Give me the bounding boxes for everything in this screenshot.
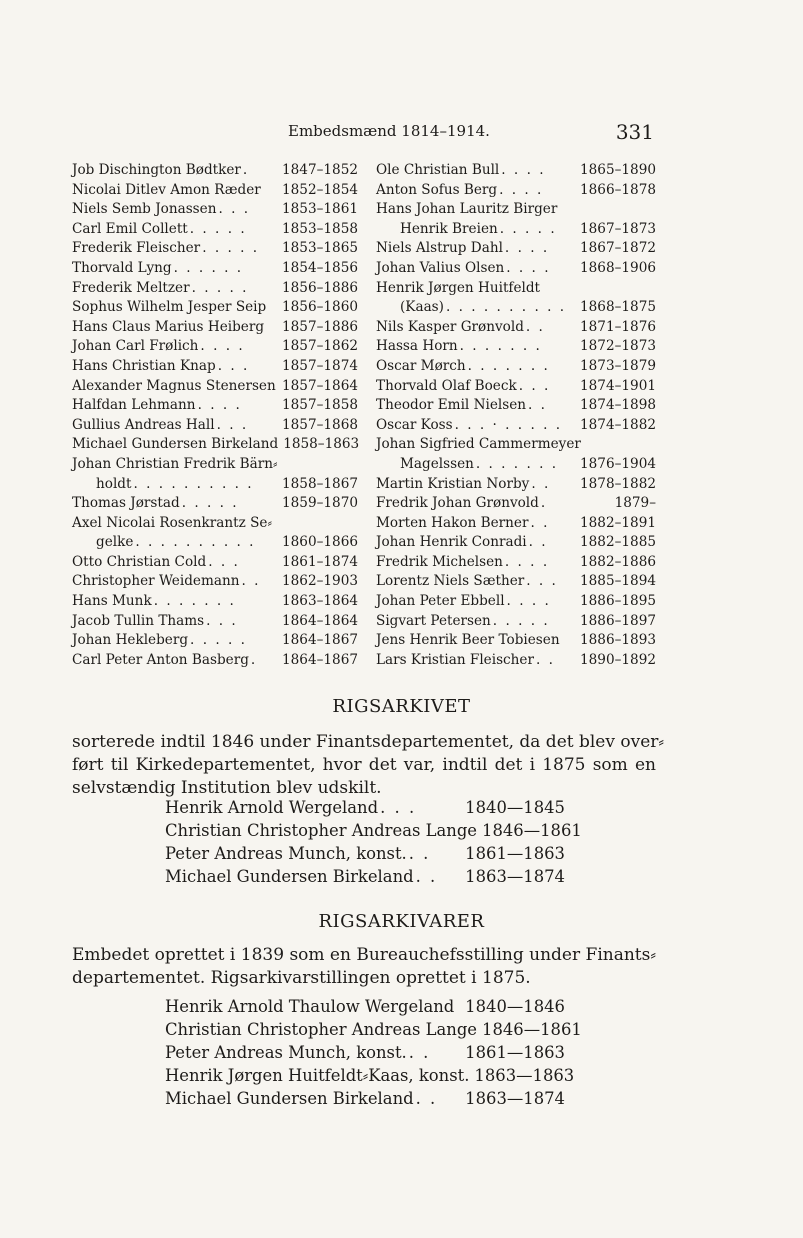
entry-dots: . . .: [206, 612, 238, 629]
entry-years: 1857–1858: [282, 397, 358, 414]
entry-row: [165, 1018, 582, 1041]
entry-dots: . . .: [217, 357, 250, 374]
entry-name: Lorentz Niels Sæther: [376, 573, 525, 590]
entry-dots: [540, 279, 653, 299]
entry-name: holdt: [96, 475, 132, 492]
entry-name: Thomas Jørstad: [72, 495, 180, 512]
entry-years: 1859–1870: [282, 495, 358, 512]
entry-name: Christian Christopher Andreas Lange: [165, 1020, 478, 1039]
entry-row: [376, 259, 656, 279]
entry-years: 1858–1867: [282, 475, 358, 492]
entry-years: 1878–1882: [580, 475, 656, 492]
entry-years: 1874–1898: [580, 397, 656, 414]
entry-dots: . . . .: [501, 162, 546, 178]
entry-row: [72, 298, 358, 318]
entry-name: Henrik Arnold Thaulow Wergeland: [165, 997, 455, 1016]
entry-dots: . . . · . . . . .: [454, 416, 563, 433]
entry-row: [72, 377, 358, 397]
entry-years: 1876–1904: [580, 455, 656, 472]
right-column: [376, 161, 656, 670]
text-line: selvstændig Institution blev udskilt.: [72, 778, 382, 798]
entry-dots: . . .: [526, 573, 558, 590]
entry-dots: . . . . .: [191, 279, 249, 296]
entry-name: Johan Christian Fredrik Bärn⸗: [72, 455, 278, 472]
entry-name: Henrik Breien: [400, 220, 498, 237]
entry-name: Jens Henrik Beer Tobiesen: [376, 632, 560, 649]
entry-dots: . . . . .: [189, 220, 247, 237]
entry-years: 1853–1858: [282, 220, 358, 237]
entry-name: Carl Peter Anton Basberg: [72, 651, 249, 668]
entry-row: [376, 475, 656, 495]
entry-dots: .: [540, 495, 548, 512]
entry-row: [72, 553, 358, 573]
entry-row: [72, 396, 358, 416]
entry-name: Axel Nicolai Rosenkrantz Se⸗: [72, 514, 272, 531]
entry-dots: . .: [415, 1089, 438, 1108]
entry-years: 1857–1864: [282, 377, 358, 394]
entry-dots: [454, 995, 462, 1018]
entry-name: gelke: [96, 534, 134, 551]
entry-name: Johan Sigfried Cammermeyer: [376, 436, 581, 453]
entry-row: [376, 396, 656, 416]
text-line: departementet. Rigsarkivarstillingen oprettet i 1875.: [72, 968, 531, 988]
entry-row: [165, 842, 565, 865]
entry-years: [653, 435, 656, 455]
entry-dots: .: [250, 651, 258, 668]
entry-years: 1871–1876: [580, 318, 656, 335]
entry-name: Michael Gundersen Birkeland: [72, 436, 279, 453]
entry-row: [376, 161, 656, 181]
entry-years: 1857–1874: [282, 357, 358, 374]
entry-years: 1847–1852: [282, 162, 358, 178]
entry-dots: . .: [530, 514, 550, 531]
entry-row: [72, 416, 358, 436]
entry-row: [72, 455, 358, 475]
entry-name: Nils Kasper Grønvold: [376, 318, 524, 335]
entry-name: Morten Hakon Berner: [376, 514, 529, 531]
entry-years: 1872–1873: [580, 338, 656, 355]
entry-dots: . . . . .: [190, 632, 247, 649]
entry-name: Hans Claus Marius Heiberg: [72, 318, 265, 335]
entry-row: [72, 337, 358, 357]
entry-dots: . . . .: [506, 259, 551, 276]
entry-name: Theodor Emil Nielsen: [376, 397, 526, 414]
entry-dots: [560, 631, 577, 651]
entry-name: Thorvald Lyng: [72, 259, 172, 276]
entry-row: [376, 533, 656, 553]
entry-row: [165, 865, 565, 888]
entry-row: [165, 819, 582, 842]
entry-name: Job Dischington Bødtker: [72, 162, 241, 178]
entry-dots: . . . . . .: [173, 259, 244, 276]
entry-row: [72, 220, 358, 240]
entry-row: [376, 514, 656, 534]
entry-dots: . . . . .: [181, 495, 239, 512]
entry-dots: . . . .: [504, 553, 550, 570]
entry-years: 1858–1863: [283, 436, 360, 453]
entry-row: [376, 455, 656, 475]
entry-dots: . . . . . . .: [459, 338, 542, 355]
entry-years: 1857–1886: [282, 318, 358, 335]
entry-row: [376, 592, 656, 612]
entry-name: Hans Christian Knap: [72, 357, 216, 374]
entry-years: 1863—1863: [474, 1066, 575, 1085]
entry-row: [376, 435, 656, 455]
entry-years: 1867–1873: [580, 220, 656, 237]
entry-name: Jacob Tullin Thams: [72, 612, 205, 629]
entry-years: 1867–1872: [580, 240, 656, 257]
entry-name: Peter Andreas Munch, konst.: [165, 844, 407, 863]
entry-name: Otto Christian Cold: [72, 553, 207, 570]
entry-name: Frederik Meltzer: [72, 279, 190, 296]
entry-row: [165, 796, 565, 819]
entry-row: [376, 181, 656, 201]
entry-name: Johan Peter Ebbell: [376, 593, 505, 610]
entry-row: [165, 1064, 575, 1087]
entry-name: Carl Emil Collett: [72, 220, 188, 237]
entry-years: 1863—1874: [465, 867, 565, 886]
entry-name: Oscar Koss: [376, 416, 453, 433]
entry-years: 1857–1868: [282, 416, 358, 433]
entry-dots: . .: [525, 318, 545, 335]
entry-name: Christopher Weidemann: [72, 573, 240, 590]
section-rigsarkivarer-text: [72, 944, 656, 990]
entry-dots: . .: [415, 867, 438, 886]
entry-row: [72, 651, 358, 671]
entry-dots: . . . . .: [492, 612, 550, 629]
entry-name: Hans Johan Lauritz Birger: [376, 201, 558, 218]
entry-name: Sigvart Petersen: [376, 612, 491, 629]
entry-years: 1890–1892: [580, 651, 656, 668]
entry-name: Henrik Jørgen Huitfeldt⸗Kaas, konst.: [165, 1066, 470, 1085]
entry-years: 1853–1865: [282, 240, 358, 257]
entry-name: Alexander Magnus Stenersen: [72, 377, 276, 394]
entry-name: Hans Munk: [72, 593, 152, 610]
entry-dots: [261, 181, 279, 201]
entry-row: [72, 435, 358, 455]
entry-row: [72, 200, 358, 220]
entry-dots: . .: [528, 534, 548, 551]
entry-row: [72, 592, 358, 612]
entry-name: Halfdan Lehmann: [72, 397, 196, 414]
entry-years: 1840—1846: [465, 997, 565, 1016]
entry-dots: . .: [531, 475, 551, 492]
entry-row: [72, 514, 358, 534]
entry-years: 1854–1856: [282, 259, 358, 276]
entry-dots: . . . . . . . . . .: [445, 299, 567, 316]
entry-dots: . .: [535, 651, 555, 668]
entry-name: Johan Valius Olsen: [376, 259, 505, 276]
entry-row: [72, 161, 358, 181]
entry-row: [376, 553, 656, 573]
entry-dots: . .: [408, 1043, 431, 1062]
entry-dots: . .: [241, 573, 261, 590]
entry-row: [72, 239, 358, 259]
text-line: ført til Kirkedepartementet, hvor det var, indtil det i 1875 som en: [72, 755, 656, 775]
entry-years: 1868–1906: [580, 259, 656, 276]
entry-years: 1852–1854: [282, 181, 358, 198]
entry-name: Ole Christian Bull: [376, 162, 500, 178]
entry-years: 1861—1863: [465, 844, 565, 863]
entry-years: 1856–1860: [282, 299, 358, 316]
entry-row: [376, 612, 656, 632]
entry-name: Johan Henrik Conradi: [376, 534, 527, 551]
section-rigsarkivet-text: [72, 731, 665, 800]
entry-dots: . . .: [380, 798, 417, 817]
entry-dots: [557, 200, 653, 220]
entry-years: 1846—1861: [482, 821, 582, 840]
entry-row: [376, 298, 656, 318]
entry-dots: . . . . . . .: [475, 455, 559, 472]
entry-dots: . . . .: [200, 338, 245, 355]
entry-dots: [266, 298, 279, 318]
entry-name: Fredrik Michelsen: [376, 553, 503, 570]
entry-row: [165, 995, 565, 1018]
entry-row: [72, 279, 358, 299]
entry-dots: . . . .: [197, 397, 242, 414]
entry-years: 1882–1885: [580, 534, 656, 551]
entry-dots: [272, 514, 355, 534]
entry-name: Nicolai Ditlev Amon Ræder: [72, 181, 261, 198]
entry-row: [72, 631, 358, 651]
entry-row: [72, 572, 358, 592]
entry-years: 1864–1867: [282, 651, 358, 668]
entry-years: 1886–1897: [580, 612, 656, 629]
entry-row: [376, 318, 656, 338]
entry-years: 1862–1903: [282, 573, 358, 590]
entry-dots: [264, 318, 279, 338]
entry-years: [355, 455, 358, 475]
entry-years: 1861–1874: [282, 553, 358, 570]
entry-name: Sophus Wilhelm Jesper Seip: [72, 299, 267, 316]
entry-dots: . . .: [218, 201, 251, 218]
entry-years: 1861—1863: [465, 1043, 565, 1062]
entry-dots: . . . .: [504, 240, 550, 257]
entry-row: [376, 337, 656, 357]
entry-name: Johan Carl Frølich: [72, 338, 199, 355]
running-title: Embedsmænd 1814–1914.: [288, 122, 490, 140]
section-title-rigsarkivarer: RIGSARKIVARER: [318, 911, 485, 932]
entry-years: 1874–1882: [580, 416, 656, 433]
entry-row: [376, 572, 656, 592]
entry-years: 1863—1874: [465, 1089, 565, 1108]
entry-row: [376, 279, 656, 299]
entry-years: 1853–1861: [282, 201, 358, 218]
entry-row: [376, 357, 656, 377]
entry-years: 1865–1890: [580, 162, 656, 178]
entry-dots: . . . . . . . . . .: [133, 475, 254, 492]
entry-years: [355, 514, 358, 534]
entry-name: Thorvald Olaf Boeck: [376, 377, 517, 394]
entry-dots: .: [242, 162, 250, 178]
entry-dots: . . .: [518, 377, 551, 394]
entry-name: Henrik Arnold Wergeland: [165, 798, 379, 817]
entry-row: [376, 651, 656, 671]
text-line: Embedet oprettet i 1839 som en Bureauchefsstilling under Finants⸗: [72, 945, 656, 965]
entry-dots: . . . . . . . . . .: [135, 534, 256, 551]
entry-row: [376, 220, 656, 240]
entry-dots: [278, 455, 356, 475]
entry-years: [653, 200, 656, 220]
entry-row: [72, 357, 358, 377]
entry-name: Lars Kristian Fleischer: [376, 651, 534, 668]
entry-row: [72, 475, 358, 495]
entry-row: [72, 318, 358, 338]
entry-row: [376, 631, 656, 651]
entry-name: Michael Gundersen Birkeland: [165, 867, 414, 886]
entry-dots: . . .: [208, 553, 240, 570]
entry-dots: . .: [528, 397, 547, 414]
section-rigsarkivet-list: [165, 796, 582, 888]
entry-dots: . . . .: [506, 593, 551, 610]
entry-name: Henrik Jørgen Huitfeldt: [376, 279, 541, 296]
entry-years: 1856–1886: [282, 279, 358, 296]
entry-years: 1882–1891: [580, 514, 656, 531]
entry-row: [72, 181, 358, 201]
entry-name: Magelssen: [400, 455, 474, 472]
entry-years: 1860–1866: [282, 534, 358, 551]
entry-row: [72, 612, 358, 632]
entry-years: 1868–1875: [580, 299, 656, 316]
entry-name: (Kaas): [400, 299, 444, 316]
entry-name: Gullius Andreas Hall: [72, 416, 215, 433]
section-title-rigsarkivet: RIGSARKIVET: [332, 696, 471, 717]
entry-years: [653, 279, 656, 299]
entry-years: 1886–1895: [580, 593, 656, 610]
entry-row: [376, 239, 656, 259]
entry-dots: . . . . .: [202, 240, 260, 257]
entry-years: 1885–1894: [580, 573, 656, 590]
entry-dots: . . . . . . .: [467, 357, 550, 374]
entry-name: Niels Alstrup Dahl: [376, 240, 503, 257]
entry-years: 1857–1862: [282, 338, 358, 355]
entry-years: 1863–1864: [282, 593, 358, 610]
entry-name: Frederik Fleischer: [72, 240, 201, 257]
entry-row: [376, 494, 656, 514]
entry-name: Fredrik Johan Grønvold: [376, 495, 539, 512]
entry-years: 1866–1878: [580, 181, 656, 198]
section-rigsarkivarer-list: [165, 995, 582, 1110]
entry-years: 1864–1864: [282, 612, 358, 629]
entry-row: [72, 533, 358, 553]
entry-row: [165, 1041, 565, 1064]
entry-years: 1879–: [614, 495, 656, 512]
entry-row: [165, 1087, 565, 1110]
entry-row: [376, 200, 656, 220]
entry-name: Johan Hekleberg: [72, 632, 189, 649]
entry-name: Michael Gundersen Birkeland: [165, 1089, 414, 1108]
entry-dots: . .: [408, 844, 431, 863]
entry-name: Oscar Mørch: [376, 357, 466, 374]
entry-dots: [581, 435, 653, 455]
entry-years: 1882–1886: [580, 553, 656, 570]
text-line: sorterede indtil 1846 under Finantsdepartementet, da det blev over⸗: [72, 732, 665, 752]
entry-name: Peter Andreas Munch, konst.: [165, 1043, 407, 1062]
entry-name: Hassa Horn: [376, 338, 458, 355]
page-number: 331: [615, 120, 654, 144]
entry-years: 1864–1867: [282, 632, 358, 649]
entry-years: 1840—1845: [465, 798, 565, 817]
entry-row: [376, 416, 656, 436]
left-column: [72, 161, 358, 670]
entry-dots: . . . . .: [499, 220, 557, 237]
entry-dots: . . . . . . .: [153, 593, 236, 610]
entry-name: Anton Sofus Berg: [376, 181, 498, 198]
entry-years: 1846—1861: [482, 1020, 582, 1039]
entry-years: 1886–1893: [580, 632, 656, 649]
entry-row: [72, 494, 358, 514]
entry-row: [72, 259, 358, 279]
entry-name: Niels Semb Jonassen: [72, 201, 217, 218]
entry-name: Martin Kristian Norby: [376, 475, 530, 492]
entry-dots: . . . .: [499, 181, 544, 198]
entry-dots: . . .: [216, 416, 249, 433]
entry-row: [376, 377, 656, 397]
entry-years: 1874–1901: [580, 377, 656, 394]
entry-name: Christian Christopher Andreas Lange: [165, 821, 478, 840]
entry-years: 1873–1879: [580, 357, 656, 374]
